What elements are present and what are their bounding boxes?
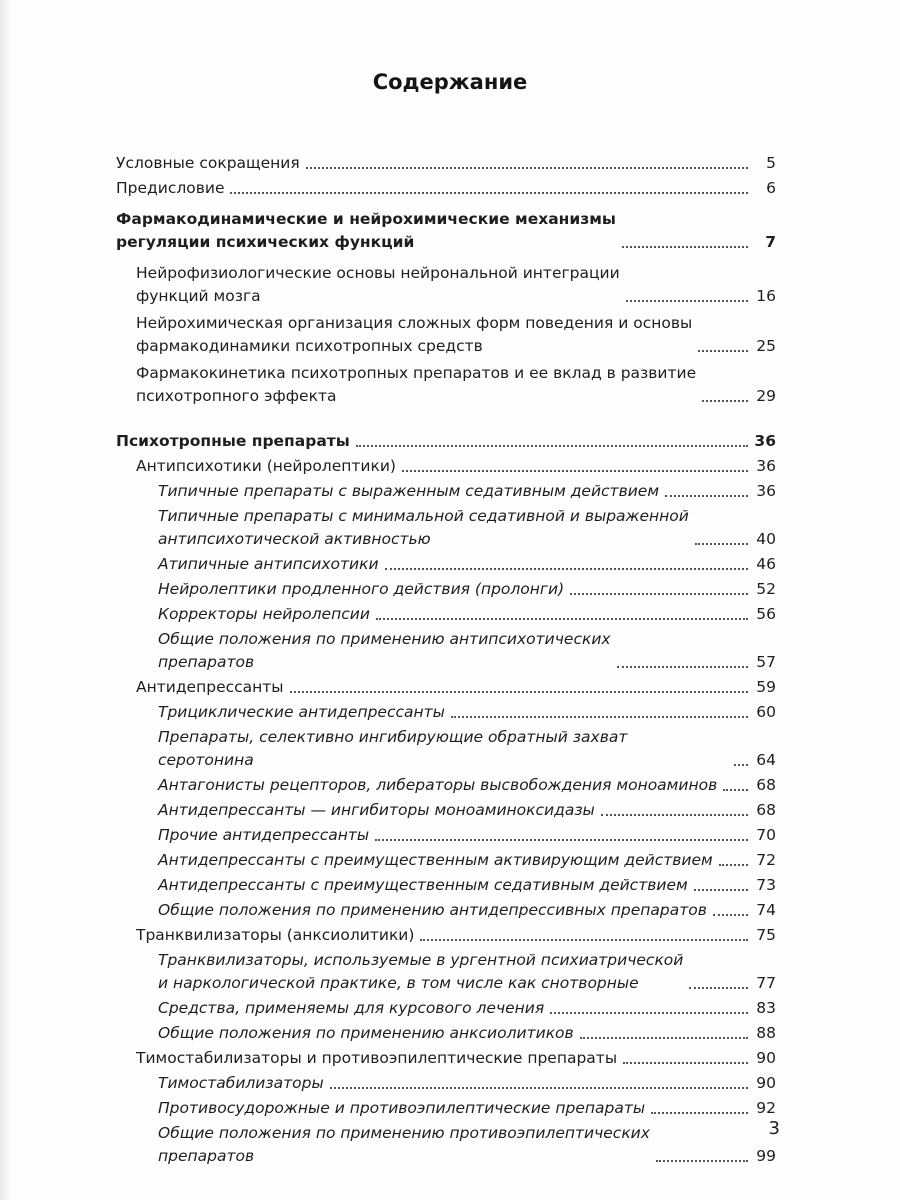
dot-leader bbox=[723, 789, 748, 791]
toc-entry[interactable] bbox=[116, 177, 776, 200]
toc-entry-page: 83 bbox=[756, 999, 776, 1017]
toc-entry[interactable] bbox=[116, 208, 776, 254]
toc-entry-title: Прочие антидепрессанты bbox=[158, 826, 370, 844]
toc-entry-title: Препараты, селективно ингибирующие обратный захват серотонина bbox=[158, 728, 628, 769]
toc-entry-page: 36 bbox=[754, 432, 776, 450]
toc-entry-page: 46 bbox=[756, 555, 776, 573]
toc-entry-title: Фармакодинамические и нейрохимические механизмы регуляции психических функций bbox=[116, 210, 616, 251]
toc-entry-page: 40 bbox=[756, 530, 776, 548]
toc-entry[interactable] bbox=[116, 312, 776, 358]
toc-entry-title: Противосудорожные и противоэпилептические препараты bbox=[158, 1099, 646, 1117]
toc-entry-page: 74 bbox=[756, 901, 776, 919]
toc-entry-page: 99 bbox=[756, 1147, 776, 1165]
toc-entry[interactable] bbox=[116, 949, 776, 995]
toc-entry-title: Атипичные антипсихотики bbox=[158, 555, 379, 573]
toc-entry-title: Транквилизаторы, используемые в ургентной психиатрической и наркологической практике, в том числе как снотворные bbox=[158, 951, 684, 992]
toc-entry-page: 75 bbox=[756, 926, 776, 944]
toc-entry[interactable] bbox=[116, 455, 776, 478]
toc-entry-title: Транквилизаторы (анксиолитики) bbox=[136, 926, 415, 944]
dot-leader bbox=[702, 400, 748, 402]
toc-entry-title: Антидепрессанты с преимущественным активирующим действием bbox=[158, 851, 713, 869]
toc-entry-title: Типичные препараты с минимальной седативной и выраженной антипсихотической активностью bbox=[158, 507, 689, 548]
toc-entry[interactable] bbox=[116, 849, 776, 872]
toc-entry[interactable] bbox=[116, 578, 776, 601]
toc-entry-page: 5 bbox=[766, 154, 776, 172]
dot-leader bbox=[402, 470, 748, 472]
toc-entry-page: 56 bbox=[756, 605, 776, 623]
toc-entry-page: 29 bbox=[756, 387, 776, 405]
toc-entry-title: Типичные препараты с выраженным седативным действием bbox=[158, 482, 660, 500]
dot-leader bbox=[651, 1112, 748, 1114]
toc-entry[interactable] bbox=[116, 553, 776, 576]
dot-leader bbox=[451, 716, 748, 718]
dot-leader bbox=[356, 445, 748, 447]
dot-leader bbox=[626, 300, 748, 302]
toc-entry[interactable] bbox=[116, 824, 776, 847]
toc-entry[interactable] bbox=[116, 1047, 776, 1070]
toc-entry[interactable] bbox=[116, 1122, 776, 1168]
toc-entry-page: 25 bbox=[756, 337, 776, 355]
toc-entry[interactable] bbox=[116, 701, 776, 724]
dot-leader bbox=[570, 593, 748, 595]
dot-leader bbox=[330, 1087, 748, 1089]
toc-entry-page: 72 bbox=[756, 851, 776, 869]
dot-leader bbox=[290, 691, 748, 693]
toc-entry-page: 16 bbox=[756, 287, 776, 305]
toc-entry-page: 60 bbox=[756, 703, 776, 721]
toc-entry-title: Трициклические антидепрессанты bbox=[158, 703, 445, 721]
dot-leader bbox=[689, 987, 748, 989]
toc-entry-page: 92 bbox=[756, 1099, 776, 1117]
toc-entry[interactable] bbox=[116, 1072, 776, 1095]
toc-entry-page: 90 bbox=[756, 1074, 776, 1092]
table-of-contents bbox=[116, 152, 776, 1170]
dot-leader bbox=[719, 864, 748, 866]
dot-leader bbox=[617, 666, 748, 668]
toc-entry-title: Фармакокинетика психотропных препаратов и ее вклад в развитие психотропного эффекта bbox=[136, 364, 697, 405]
toc-entry-page: 77 bbox=[756, 974, 776, 992]
toc-entry-page: 64 bbox=[756, 751, 776, 769]
toc-entry-title: Условные сокращения bbox=[116, 154, 300, 172]
page-title: Содержание bbox=[372, 70, 528, 94]
toc-entry-page: 36 bbox=[756, 457, 776, 475]
toc-entry-page: 52 bbox=[756, 580, 776, 598]
toc-entry-page: 57 bbox=[756, 653, 776, 671]
toc-entry[interactable] bbox=[116, 799, 776, 822]
toc-entry-title: Общие положения по применению антипсихотических препаратов bbox=[158, 630, 611, 671]
toc-entry[interactable] bbox=[116, 726, 776, 772]
dot-leader bbox=[376, 618, 748, 620]
dot-leader bbox=[698, 350, 748, 352]
dot-leader bbox=[623, 1062, 748, 1064]
dot-leader bbox=[656, 1160, 748, 1162]
toc-entry-title: Нейрофизиологические основы нейрональной интеграции функций мозга bbox=[136, 264, 620, 305]
toc-entry-title: Антагонисты рецепторов, либераторы высвобождения моноаминов bbox=[158, 776, 718, 794]
page-edge-shadow bbox=[0, 0, 12, 1200]
dot-leader bbox=[713, 914, 748, 916]
toc-entry-title: Антидепрессанты bbox=[136, 678, 284, 696]
toc-entry-title: Общие положения по применению антидепрессивных препаратов bbox=[158, 901, 707, 919]
dot-leader bbox=[694, 889, 748, 891]
toc-entry[interactable] bbox=[116, 676, 776, 699]
toc-entry-page: 7 bbox=[765, 233, 776, 251]
toc-entry-title: Нейролептики продленного действия (пролонги) bbox=[158, 580, 565, 598]
toc-entry-page: 90 bbox=[756, 1049, 776, 1067]
toc-entry-title: Общие положения по применению противоэпилептических препаратов bbox=[158, 1124, 650, 1165]
toc-entry-page: 59 bbox=[756, 678, 776, 696]
toc-entry[interactable] bbox=[116, 924, 776, 947]
section-gap bbox=[116, 412, 776, 430]
toc-entry[interactable] bbox=[116, 603, 776, 626]
toc-entry[interactable] bbox=[116, 1097, 776, 1120]
toc-entry-title: Антипсихотики (нейролептики) bbox=[136, 457, 396, 475]
dot-leader bbox=[622, 246, 748, 248]
toc-entry-title: Предисловие bbox=[116, 179, 225, 197]
dot-leader bbox=[601, 814, 748, 816]
toc-entry-title: Средства, применяемы для курсового лечения bbox=[158, 999, 545, 1017]
dot-leader bbox=[695, 543, 748, 545]
toc-entry[interactable] bbox=[116, 628, 776, 674]
toc-entry-page: 6 bbox=[766, 179, 776, 197]
toc-entry[interactable] bbox=[116, 362, 776, 408]
toc-entry[interactable] bbox=[116, 505, 776, 551]
dot-leader bbox=[375, 839, 748, 841]
toc-entry-title: Психотропные препараты bbox=[116, 432, 350, 450]
toc-entry-page: 88 bbox=[756, 1024, 776, 1042]
toc-entry[interactable] bbox=[116, 774, 776, 797]
dot-leader bbox=[420, 939, 748, 941]
toc-entry-title: Корректоры нейролепсии bbox=[158, 605, 370, 623]
dot-leader bbox=[385, 568, 748, 570]
dot-leader bbox=[580, 1037, 748, 1039]
toc-entry[interactable] bbox=[116, 1022, 776, 1045]
toc-entry-title: Нейрохимическая организация сложных форм поведения и основы фармакодинамики психотропных средств bbox=[136, 314, 693, 355]
toc-entry-title: Тимостабилизаторы и противоэпилептические препараты bbox=[136, 1049, 618, 1067]
dot-leader bbox=[230, 192, 748, 194]
toc-entry-page: 68 bbox=[756, 801, 776, 819]
toc-entry[interactable] bbox=[116, 430, 776, 453]
toc-entry[interactable] bbox=[116, 262, 776, 308]
toc-entry-page: 70 bbox=[756, 826, 776, 844]
toc-entry-title: Антидепрессанты — ингибиторы моноаминоксидазы bbox=[158, 801, 595, 819]
toc-entry[interactable] bbox=[116, 997, 776, 1020]
toc-entry-title: Тимостабилизаторы bbox=[158, 1074, 324, 1092]
toc-entry-title: Общие положения по применению анксиолитиков bbox=[158, 1024, 574, 1042]
dot-leader bbox=[665, 495, 748, 497]
dot-leader bbox=[734, 764, 748, 766]
toc-entry-page: 68 bbox=[756, 776, 776, 794]
toc-entry[interactable] bbox=[116, 899, 776, 922]
toc-entry[interactable] bbox=[116, 152, 776, 175]
page-number: 3 bbox=[768, 1118, 780, 1139]
dot-leader bbox=[306, 167, 748, 169]
toc-entry[interactable] bbox=[116, 874, 776, 897]
toc-entry-title: Антидепрессанты с преимущественным седативным действием bbox=[158, 876, 688, 894]
dot-leader bbox=[550, 1012, 748, 1014]
toc-entry-page: 73 bbox=[756, 876, 776, 894]
toc-entry[interactable] bbox=[116, 480, 776, 503]
toc-entry-page: 36 bbox=[756, 482, 776, 500]
